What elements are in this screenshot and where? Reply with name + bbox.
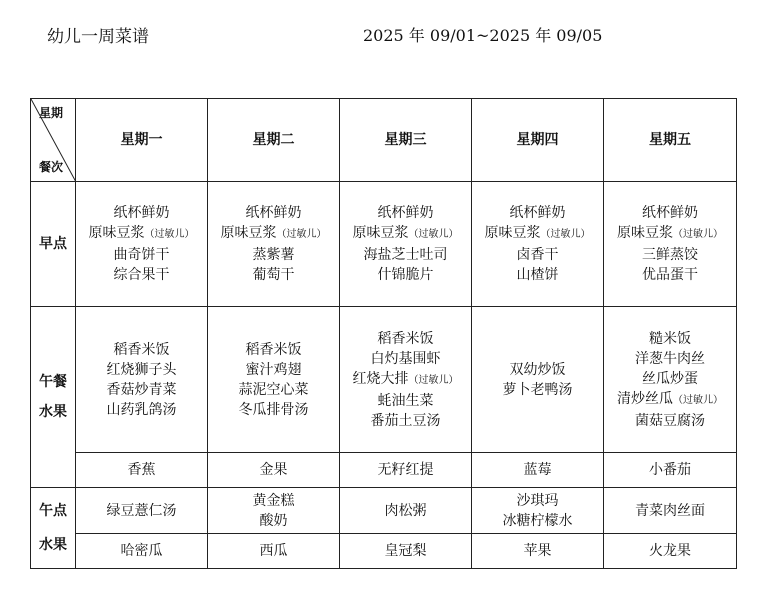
allergy-note: （过敏儿） xyxy=(673,229,723,240)
lunch_fruit-cell-1: 香蕉 xyxy=(76,453,208,488)
allergy-note: （过敏儿） xyxy=(408,229,459,240)
breakfast-cell-3 xyxy=(340,182,472,307)
lunch-fruit-row xyxy=(31,453,737,488)
lunch_fruit-cell-5: 小番茄 xyxy=(604,453,737,488)
fruit-label: 水果 xyxy=(39,404,67,420)
dish-item: 蜜汁鸡翅 xyxy=(245,361,302,378)
dish-line xyxy=(604,223,736,245)
dish-item: 三鲜蒸饺 xyxy=(642,247,698,263)
breakfast-label: 早点 xyxy=(31,182,76,307)
dish-item: 原味豆浆 xyxy=(484,225,541,241)
lunch-cell-2 xyxy=(208,307,340,453)
corner-cell xyxy=(31,99,76,182)
dish-item: 红烧大排 xyxy=(352,370,409,387)
lunch_fruit-cell-4: 蓝莓 xyxy=(472,453,604,488)
lunch_fruit-cell-2: 金果 xyxy=(208,453,340,488)
dish-item: 番茄土豆汤 xyxy=(370,412,441,429)
dish-item: 菌菇豆腐汤 xyxy=(635,412,705,429)
snack-fruit-label xyxy=(31,488,76,569)
dish-item: 沙琪玛 xyxy=(516,492,559,509)
dish-item: 蒸紫薯 xyxy=(252,247,295,263)
dish-item: 纸杯鲜奶 xyxy=(509,205,566,221)
date-range: 2025 年 09/01~2025 年 09/05 xyxy=(363,26,603,45)
snack_fruit-cell-3: 皇冠梨 xyxy=(340,534,472,569)
dish-item: 丝瓜炒蛋 xyxy=(642,370,698,387)
dish-item: 白灼基围虾 xyxy=(370,350,441,367)
dish-item: 纸杯鲜奶 xyxy=(245,205,302,221)
menu-title: 幼儿一周菜谱 xyxy=(47,27,149,47)
dish-item: 洋葱牛肉丝 xyxy=(635,350,705,367)
day-header-4: 星期四 xyxy=(472,99,604,182)
day-header-1: 星期一 xyxy=(76,99,208,182)
lunch-cell-4 xyxy=(472,307,604,453)
dish-item: 肉松粥 xyxy=(384,502,427,519)
allergy-note: （过敏儿） xyxy=(408,374,459,386)
dish-item: 冰糖柠檬水 xyxy=(502,512,573,529)
dish-item: 卤香干 xyxy=(516,247,559,263)
snack-cell-3 xyxy=(340,488,472,534)
dish-item: 纸杯鲜奶 xyxy=(642,205,698,221)
dish-line xyxy=(208,223,339,245)
dish-line xyxy=(340,223,471,245)
snack_fruit-cell-1: 哈密瓜 xyxy=(76,534,208,569)
dish-item: 葡萄干 xyxy=(252,267,295,283)
lunch-cell-5 xyxy=(604,307,737,453)
snack_fruit-cell-4: 苹果 xyxy=(472,534,604,569)
dish-item: 糙米饭 xyxy=(649,330,691,347)
dish-item: 绿豆薏仁汤 xyxy=(106,502,177,519)
dish-item: 蚝油生菜 xyxy=(377,392,434,409)
breakfast-row xyxy=(31,182,737,307)
dish-item: 山楂饼 xyxy=(516,267,559,283)
dish-item: 原味豆浆 xyxy=(617,225,673,241)
corner-meal-label: 餐次 xyxy=(39,160,64,174)
snack-cell-2 xyxy=(208,488,340,534)
day-header-5: 星期五 xyxy=(604,99,737,182)
lunch-cell-3 xyxy=(340,307,472,453)
dish-item: 稻香米饭 xyxy=(377,330,434,347)
weekly-menu-table xyxy=(30,98,737,569)
dish-item: 双幼炒饭 xyxy=(509,361,566,378)
breakfast-cell-1 xyxy=(76,182,208,307)
lunch-row xyxy=(31,307,737,453)
dish-item: 萝卜老鸭汤 xyxy=(502,381,573,398)
dish-item: 青菜肉丝面 xyxy=(635,502,705,519)
dish-item: 酸奶 xyxy=(259,512,288,529)
snack_fruit-cell-5: 火龙果 xyxy=(604,534,737,569)
snack-label: 午点 xyxy=(39,503,67,519)
dish-item: 海盐芝士吐司 xyxy=(363,247,448,263)
dish-item: 清炒丝瓜 xyxy=(617,390,673,407)
dish-item: 原味豆浆 xyxy=(88,225,145,241)
dish-line xyxy=(76,223,207,245)
dish-item: 优品蛋干 xyxy=(642,267,698,283)
dish-item: 纸杯鲜奶 xyxy=(113,205,170,221)
snack-cell-1 xyxy=(76,488,208,534)
dish-item: 曲奇饼干 xyxy=(113,247,170,263)
allergy-note: （过敏儿） xyxy=(276,229,327,240)
day-header-2: 星期二 xyxy=(208,99,340,182)
dish-item: 稻香米饭 xyxy=(245,341,302,358)
dish-item: 冬瓜排骨汤 xyxy=(238,401,309,418)
lunch_fruit-cell-3: 无籽红提 xyxy=(340,453,472,488)
snack-fruit-row xyxy=(31,534,737,569)
allergy-note: （过敏儿） xyxy=(540,229,591,240)
dish-line xyxy=(340,369,471,391)
header-row xyxy=(31,99,737,182)
dish-item: 原味豆浆 xyxy=(220,225,277,241)
dish-item: 原味豆浆 xyxy=(352,225,409,241)
dish-item: 蒜泥空心菜 xyxy=(238,381,309,398)
breakfast-cell-2 xyxy=(208,182,340,307)
dish-item: 综合果干 xyxy=(113,267,170,283)
day-header-3: 星期三 xyxy=(340,99,472,182)
breakfast-cell-5 xyxy=(604,182,737,307)
dish-item: 红烧狮子头 xyxy=(106,361,177,378)
lunch-cell-1 xyxy=(76,307,208,453)
snack-row xyxy=(31,488,737,534)
dish-line xyxy=(604,389,736,411)
allergy-note: （过敏儿） xyxy=(144,229,195,240)
lunch-fruit-label xyxy=(31,307,76,488)
snack-fruit-label-text: 水果 xyxy=(39,537,67,553)
dish-item: 黄金糕 xyxy=(252,492,295,509)
lunch-label: 午餐 xyxy=(39,374,67,390)
corner-weekday-label: 星期 xyxy=(39,106,64,120)
dish-line xyxy=(472,223,603,245)
snack_fruit-cell-2: 西瓜 xyxy=(208,534,340,569)
dish-item: 纸杯鲜奶 xyxy=(377,205,434,221)
snack-cell-5 xyxy=(604,488,737,534)
dish-item: 香菇炒青菜 xyxy=(106,381,177,398)
snack-cell-4 xyxy=(472,488,604,534)
dish-item: 什锦脆片 xyxy=(377,267,434,283)
dish-item: 山药乳鸽汤 xyxy=(106,401,177,418)
allergy-note: （过敏儿） xyxy=(673,394,723,406)
dish-item: 稻香米饭 xyxy=(113,341,170,358)
breakfast-cell-4 xyxy=(472,182,604,307)
